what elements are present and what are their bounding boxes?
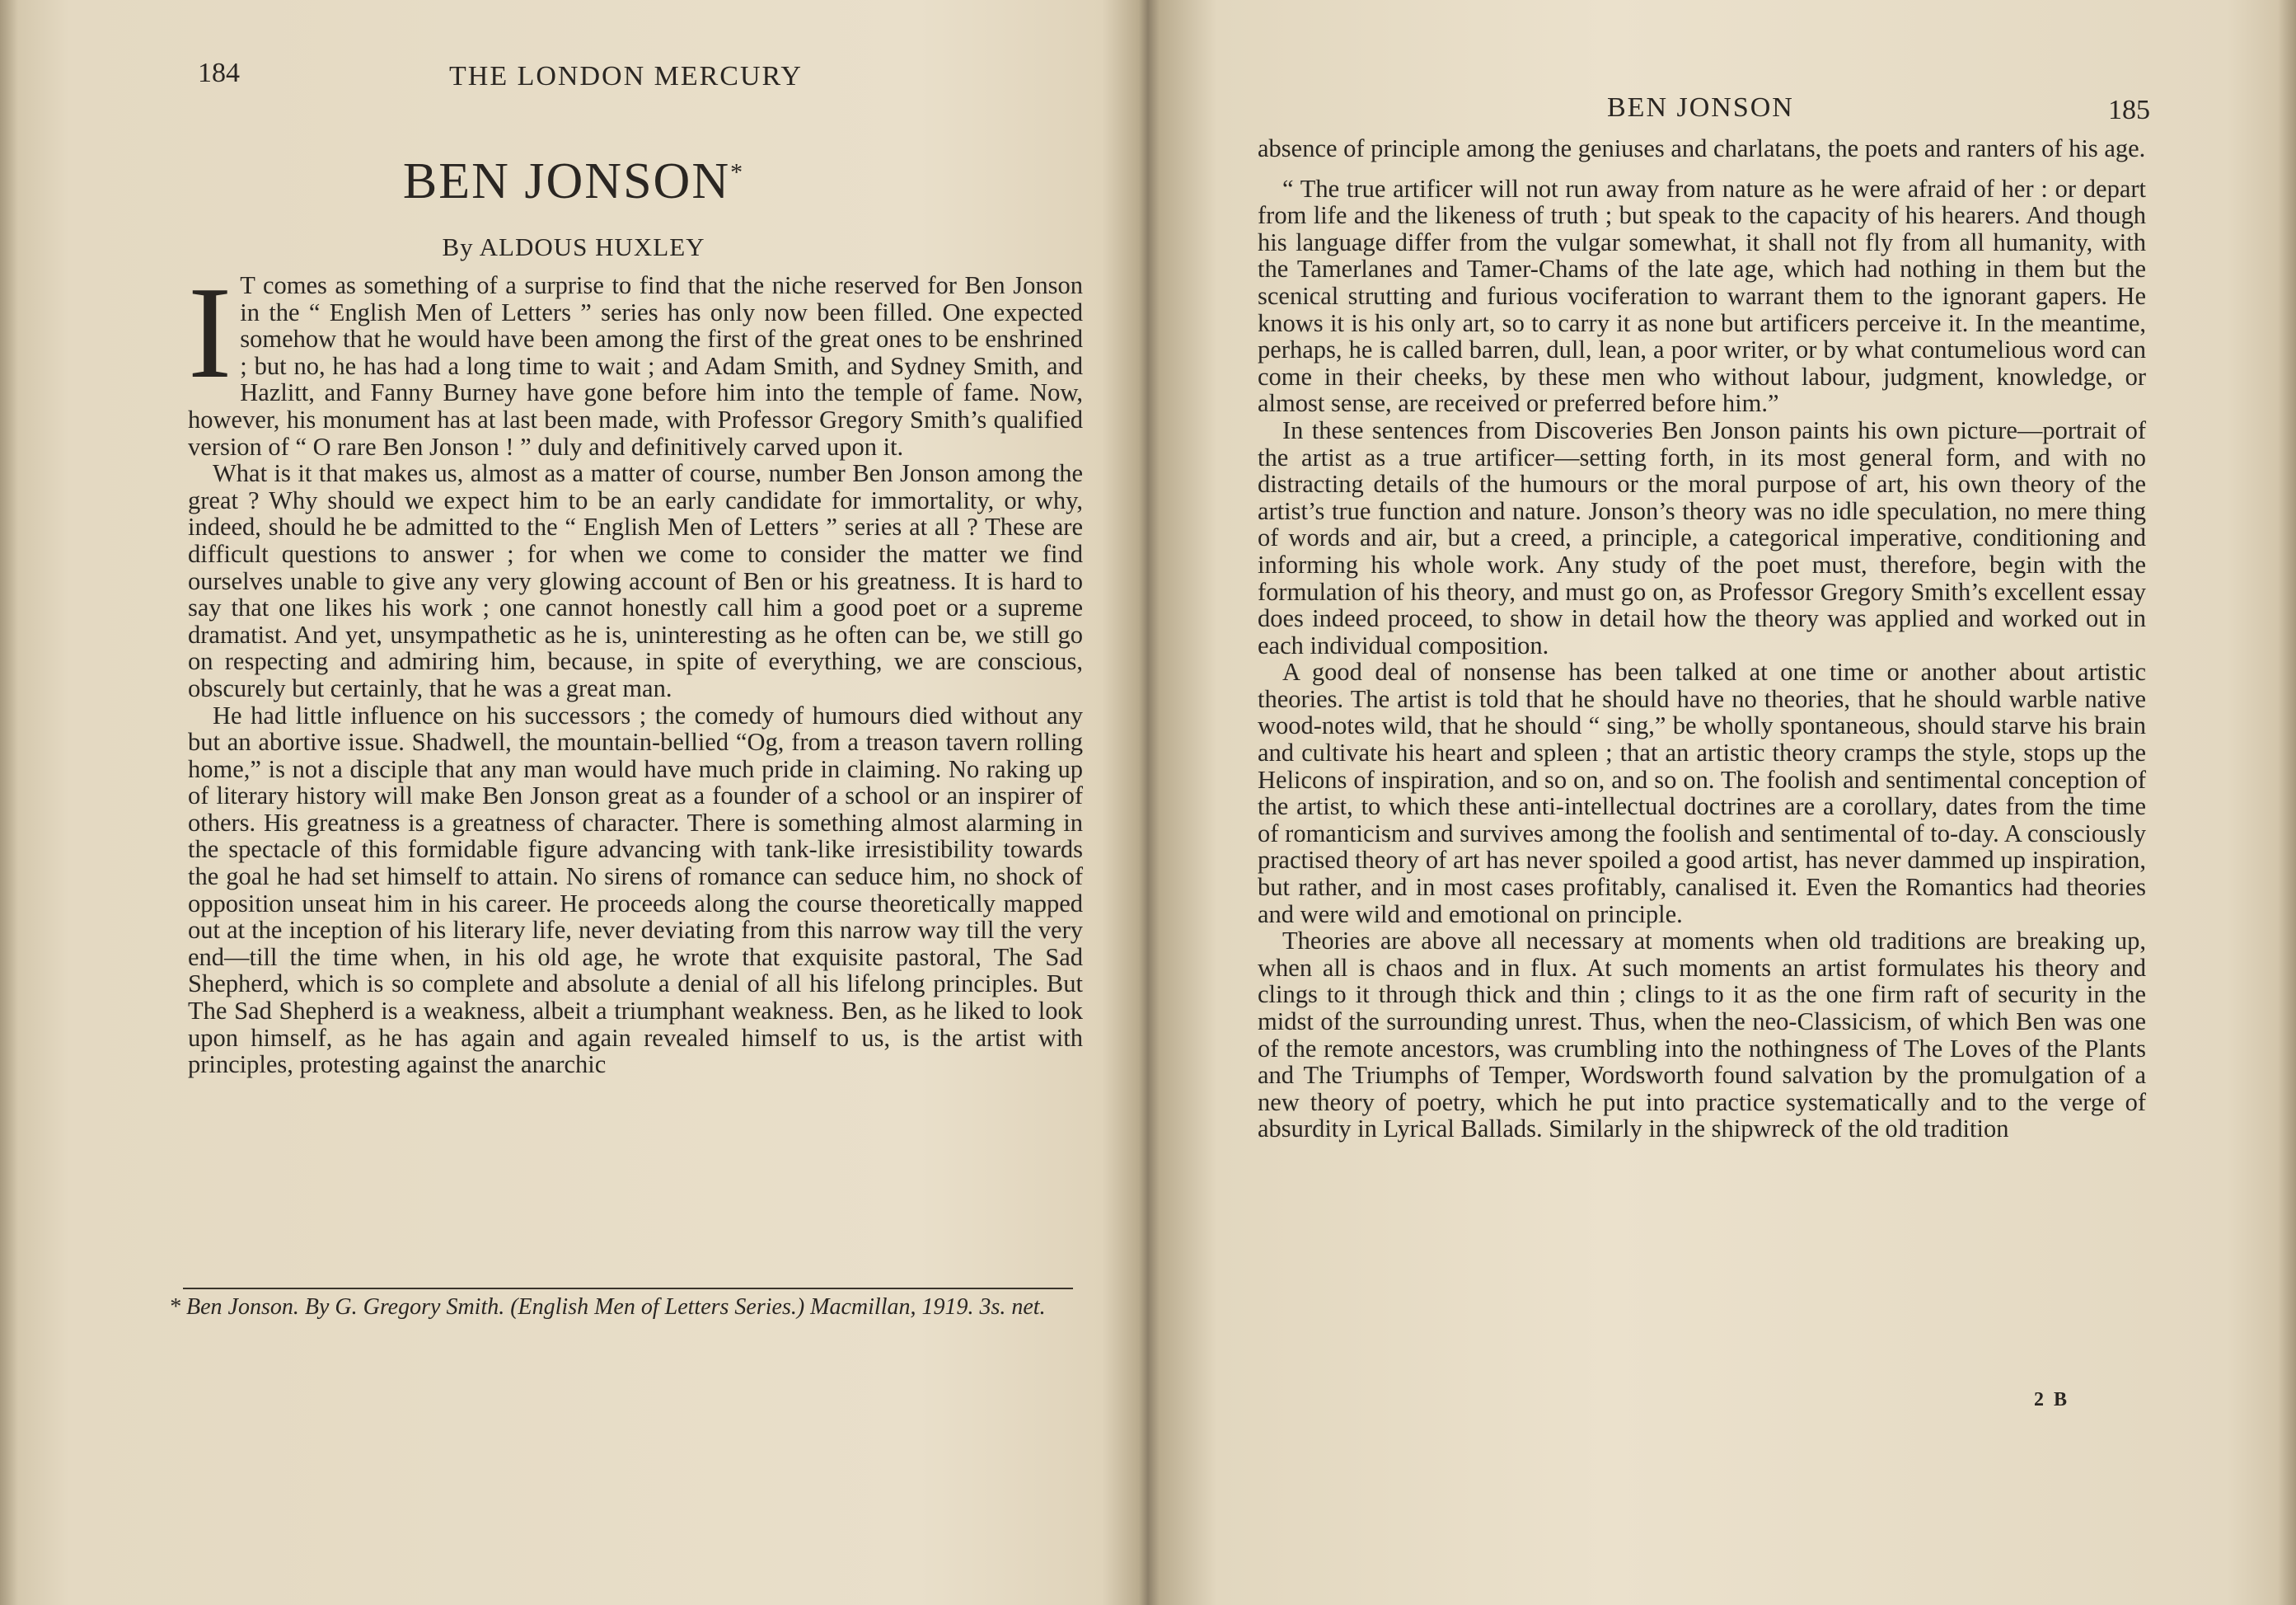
left-paragraph-3: He had little influence on his successors ; the comedy of humours died without any but an abortive issue. Shadwell, the mountain-bellied “Og, from a treason tavern rolling home,” is not a disciple that any man would have much pride in claiming. No raking up of literary history will make Ben Jonson great as a founder of a school or an inspirer of others. His greatness is a greatness of character. There is something almost alarming in the spectacle of this formidable figure advancing with tank-like irresistibility towards the goal he had set himself to attain. No sirens of romance can seduce him, no shock of opposition unseat him in his career. He proceeds along the course theoretically mapped out at the inception of his literary life, never deviating from this narrow way till the very end—till the time when, in his old age, he wrote that exquisite pastoral, The Sad Shepherd, which is so complete and absolute a denial of all his lifelong principles. But The Sad Shepherd is a weakness, albeit a triumphant weakness. Ben, as he liked to look upon himself, as he has again and again revealed himself to us, is the artist with principles, protesting against the anarchic xyxy=(188,701,1083,1079)
title-footnote-mark: * xyxy=(730,158,745,186)
left-body-text xyxy=(188,259,1083,1079)
left-page-number: 184 xyxy=(198,58,240,88)
article-byline: By ALDOUS HUXLEY xyxy=(442,232,705,261)
right-body-text xyxy=(1258,135,2146,1143)
article-title-text: BEN JONSON xyxy=(402,153,731,209)
left-running-head: THE LONDON MERCURY xyxy=(449,61,803,92)
left-page xyxy=(0,0,1147,1605)
left-paragraph-2: What is it that makes us, almost as a matter of course, number Ben Jonson among the great ? Why should we expect him to be an early candidate for immortality, or why, indeed, should he be admitted to the “ English Men of Letters ” series at all ? These are difficult questions to answer ; for when we come to consider the matter we find ourselves unable to give any very glowing account of Ben or his greatness. It is hard to say that one likes his work ; one cannot honestly call him a good poet or a supreme dramatist. And yet, unsympathetic as he is, uninteresting as he often can be, we still go on respecting and admiring him, because, in spite of everything, we are conscious, obscurely but certainly, that he was a great man. xyxy=(188,459,1083,702)
right-paragraph-1: absence of principle among the geniuses and charlatans, the poets and ranters of his age. xyxy=(1258,134,2146,162)
left-paragraph-1 xyxy=(188,259,1083,461)
drop-cap: I xyxy=(188,259,232,406)
right-running-head: BEN JONSON xyxy=(1607,92,1794,123)
left-paragraph-1-text: T comes as something of a surprise to find that the niche reserved for Ben Jonson in the “ English Men of Letters ” series has only now been filled. One expected somehow that he would have been among the first of the great ones to be enshrined ; but no, he has had a long time to wait ; and Adam Smith, and Sydney Smith, and Hazlitt, and Fanny Burney have gone before him into the temple of fame. Now, however, his monument has at last been made, with Professor Gregory Smith’s qualified version of “ O rare Ben Jonson ! ” duly and definitively carved upon it. xyxy=(188,271,1083,461)
article-title xyxy=(0,153,1147,211)
right-paragraph-5: Theories are above all necessary at moments when old traditions are breaking up, when all is chaos and in flux. At such moments an artist formulates his theory and clings to it through thick and thin ; clings to it as the one firm raft of security in the midst of the surrounding unrest. Thus, when the neo-Classicism, of which Ben was one of the remote ancestors, was crumbling into the nothingness of The Loves of the Plants and The Triumphs of Temper, Wordsworth found salvation by the promulgation of a new theory of poetry, which he put into practice systematically and to the verge of absurdity in Lyrical Ballads. Similarly in the shipwreck of the old tradition xyxy=(1258,927,2146,1143)
footnote: * Ben Jonson. By G. Gregory Smith. (English Men of Letters Series.) Macmillan, 1919. 3s. net. xyxy=(169,1294,1046,1320)
footnote-rule xyxy=(183,1288,1073,1289)
right-paragraph-3: In these sentences from Discoveries Ben Jonson paints his own picture—portrait of the artist as a true artificer—setting forth, in its most general form, and with no distracting details of the humours or the moral purpose of art, his own theory of the artist’s true function and nature. Jonson’s theory was no idle speculation, no mere thing of words and air, but a creed, a principle, a categorical imperative, conditioning and informing his whole work. Any study of the poet must, therefore, begin with the formulation of his theory, and must go on, as Professor Gregory Smith’s excellent essay does indeed proceed, to show in detail how the theory was applied and worked out in each individual composition. xyxy=(1258,415,2146,659)
printer-signature: 2 B xyxy=(2034,1389,2070,1410)
right-paragraph-2: “ The true artificer will not run away from nature as he were afraid of her : or depart from life and the likeness of truth ; but speak to the capacity of his hearers. And though his language differ from the vulgar somewhat, it shall not fly from all humanity, with the Tamerlanes and Tamer-Chams of the late age, which had nothing in them but the scenical strutting and furious vociferation to warrant them to the ignorant gapers. He knows it is his only art, so to carry it as none but artificers perceive it. In the meantime, perhaps, he is called barren, dull, lean, a poor writer, or by what contumelious word can come in their cheeks, by these men who without labour, judgment, knowledge, or almost sense, are received or preferred before him.” xyxy=(1258,174,2146,418)
right-page xyxy=(1154,0,2296,1605)
right-edge-shadow xyxy=(2278,0,2296,1605)
right-paragraph-4: A good deal of nonsense has been talked at one time or another about artistic theories. The artist is told that he should have no theories, that he should warble native wood-notes wild, that he should “ sing,” be wholly spontaneous, should starve his brain and cultivate his heart and spleen ; that an artistic theory cramps the style, stops up the Helicons of inspiration, and so on, and so on. The foolish and sentimental conception of the artist, to which these anti-intellectual doctrines are a corollary, dates from the time of romanticism and survives among the foolish and sentimental of to-day. A consciously practised theory of art has never spoiled a good artist, has never dammed up inspiration, but rather, and in most cases profitably, canalised it. Even the Romantics had theories and were wild and emotional on principle. xyxy=(1258,658,2146,928)
left-edge-shadow xyxy=(0,0,18,1605)
right-page-number: 185 xyxy=(2108,95,2150,125)
